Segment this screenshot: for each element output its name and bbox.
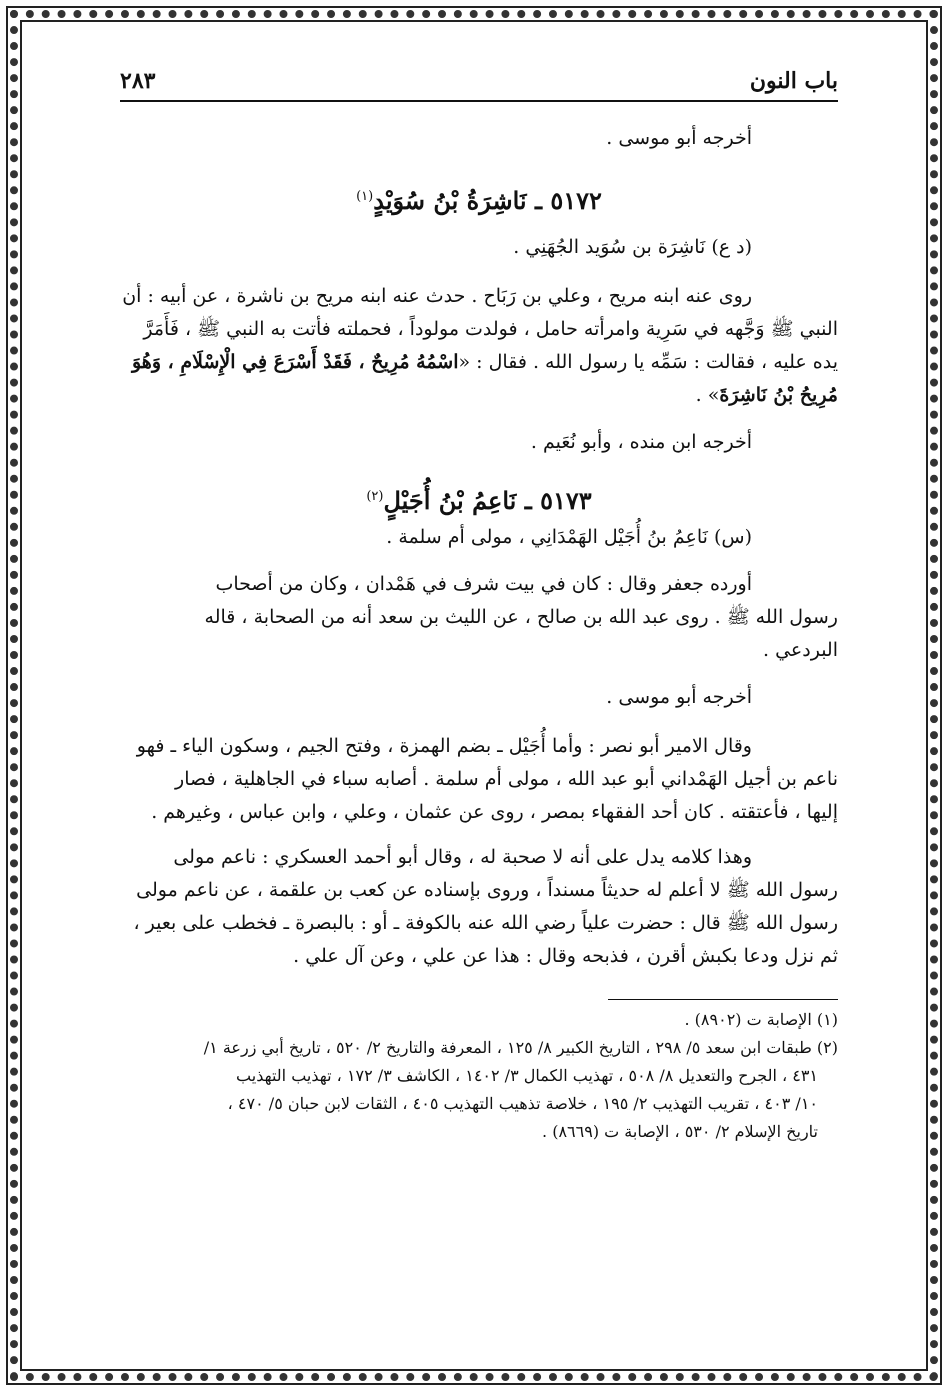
paragraph-line: إليها ، فأعتقته . كان أحد الفقهاء بمصر ، روى عن عثمان ، وعلي ، وابن عباس ، وغيرهم . — [151, 801, 838, 823]
paragraph-line — [120, 346, 838, 379]
text-run: » . — [695, 384, 720, 406]
footnote-1: (١) الإصابة ت (٨٩٠٢) . — [684, 1010, 838, 1029]
entry-heading-5172 — [120, 177, 838, 221]
header-rule — [120, 100, 838, 102]
text-run: يده عليه ، فقالت : سَمِّه يا رسول الله . فقال : « — [458, 351, 838, 373]
paragraph: (س) نَاعِمُ بنُ أُجَيْل الهَمْدَانِي ، مولى أم سلمة . — [386, 526, 752, 548]
footnote-2-line: تاريخ الإسلام ٢/ ٥٣٠ ، الإصابة ت (٨٦٦٩) . — [542, 1122, 818, 1141]
paragraph: أخرجه أبو موسى . — [606, 686, 752, 708]
chapter-title: باب النون — [749, 68, 838, 94]
paragraph: (د ع) نَاشِرَة بن سُوَيد الجُهَنِي . — [513, 236, 752, 258]
footnote-ref: (٢) — [366, 489, 384, 504]
paragraph-line: أورده جعفر وقال : كان في بيت شرف في هَمْدان ، وكان من أصحاب — [215, 573, 752, 595]
paragraph-line: النبي ﷺ وَجَّهه في سَرِية وامرأته حامل ، فولدت مولوداً ، فحملته فأتت به النبي ﷺ ، فَأَمَرَّ — [143, 318, 838, 340]
hadith-text: مُرِيحُ بْنُ نَاشِرَةَ — [719, 384, 838, 406]
footnote-2-line: ١٠/ ٤٠٣ ، تقريب التهذيب ٢/ ١٩٥ ، خلاصة تذهيب التهذيب ٤٠٥ ، الثقات لابن حبان ٥/ ٤٧٠ ، — [227, 1094, 818, 1113]
page-content — [120, 60, 838, 1146]
footnote-2-line: ٤٣١ ، الجرح والتعديل ٨/ ٥٠٨ ، تهذيب الكمال ٣/ ١٤٠٢ ، الكاشف ٣/ ١٧٢ ، تهذيب التهذيب — [236, 1066, 818, 1085]
paragraph-line: ثم نزل ودعا بكبش أقرن ، فذبحه وقال : هذا عن علي ، وعن آل علي . — [293, 945, 838, 967]
footnote-ref: (١) — [356, 189, 374, 204]
paragraph-line: رسول الله ﷺ قال : حضرت علياً رضي الله عنه بالكوفة ـ أو : بالبصرة ـ فخطب على بعير ، — [133, 912, 838, 934]
entry-heading-text: ٥١٧٣ ـ نَاعِمُ بْنُ أُجَيْلٍ — [383, 486, 592, 515]
paragraph-line: ناعم بن أجيل الهَمْداني أبو عبد الله ، مولى أم سلمة . أصابه سباء في الجاهلية ، فصار — [175, 768, 838, 790]
page-number: ٢٨٣ — [120, 68, 156, 94]
paragraph-line: وقال الامير أبو نصر : وأما أُجَيْل ـ بضم الهمزة ، وفتح الجيم ، وسكون الياء ـ فهو — [136, 735, 752, 757]
paragraph-line: رسول الله ﷺ لا أعلم له حديثاً مسنداً ، وروى بإسناده عن كعب بن علقمة ، عن ناعم مولى — [136, 879, 838, 901]
entry-heading-5173 — [120, 477, 838, 521]
footnote-2-line: (٢) طبقات ابن سعد ٥/ ٢٩٨ ، التاريخ الكبير ٨/ ١٢٥ ، المعرفة والتاريخ ٢/ ٥٢٠ ، تاريخ أبي زرعة ١/ — [203, 1038, 838, 1057]
entry-heading-text: ٥١٧٢ ـ نَاشِرَةُ بْنُ سُوَيْدٍ — [373, 186, 602, 215]
paragraph-line: روى عنه ابنه مريح ، وعلي بن رَبَاح . حدث عنه ابنه مريح بن ناشرة ، عن أبيه : أن — [122, 285, 752, 307]
paragraph-line: وهذا كلامه يدل على أنه لا صحبة له ، وقال أبو أحمد العسكري : ناعم مولى — [173, 846, 752, 868]
paragraph: أخرجه أبو موسى . — [606, 127, 752, 149]
paragraph-line: البردعي . — [763, 639, 838, 661]
page-header — [120, 60, 838, 100]
paragraph: أخرجه ابن منده ، وأبو نُعَيم . — [530, 431, 752, 453]
hadith-text: اسْمُهُ مُرِيحٌ ، فَقَدْ أَسْرَعَ فِي الْإِسْلَامِ ، وَهُوَ — [131, 351, 459, 373]
paragraph-line: رسول الله ﷺ . روى عبد الله بن صالح ، عن الليث بن سعد أنه من الصحابة ، قاله — [204, 606, 838, 628]
paragraph-line — [120, 379, 838, 412]
